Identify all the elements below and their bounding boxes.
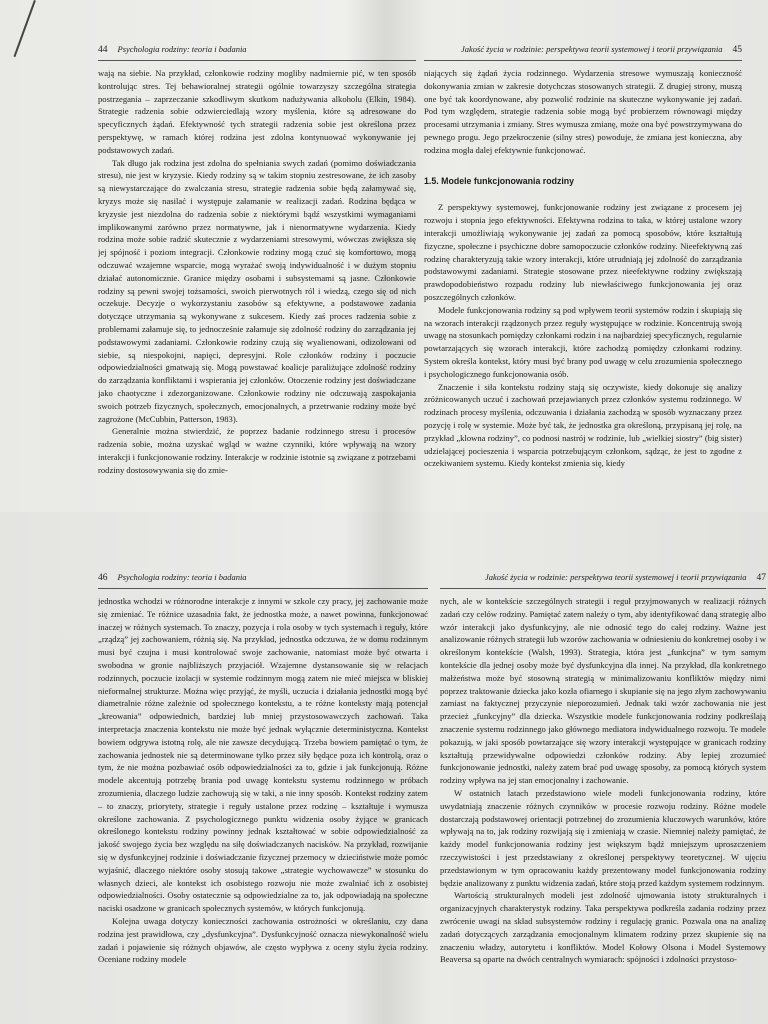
- paragraph: Tak długo jak rodzina jest zdolna do spełniania swych zadań (pomimo doświadczania stresu), nie jest w kryzysie. Kiedy rodziny są w takim stopniu zestresowane, że ich zasoby są niewystarczające do zwalczania stresu, strategie radzenia sobie będą załamywać się, kryzys może się nasilać i występuje załamanie w realizacji zadań. Rodzina będąca w kryzysie jest niezdolna do radzenia sobie z niektórymi bądź wszystkimi wymaganiami implikowanymi zarówno przez normatywne, jak i nienormatywne wydarzenia. Kiedy rodzina może sobie radzić skutecznie z wydarzeniami stresowymi, wówczas zwiększa się jej spójność i poziom integracji. Członkowie rodziny mogą czuć się komfortowo, mogą odczuwać wzajemne wsparcie, mogą wyrażać swoją indywidualność i w dużym stopniu działać autonomicznie. Granice między osobami i subsystemami są jasne. Członkowie rodziny są pewni swojej tożsamości, swoich pierwotnych ról i wiedzą, czego się od nich oczekuje. Decyzje o wykorzystaniu zasobów są efektywne, a podstawowe zadania dotyczące utrzymania są wykonywane z sukcesem. Kiedy zaś proces radzenia sobie z problemami załamuje się, to jednocześnie załamuje się zdolność rodziny do zarządzania jej podstawowymi zadaniami. Członkowie rodziny czują się wyalienowani, odizolowani od siebie, są niespokojni, napięci, depresyjni. Role członków rodziny i poczucie odpowiedzialności gmatwają się. Mogą powstawać koalicje paraliżujące zdolność rodziny do zarządzania konfliktami i wspierania jej członków. Otoczenie rodziny jest doświadczane jako chaotyczne i zdezorganizowane. Członkowie rodziny nie odczuwają zaspokajania swoich potrzeb fizycznych, społecznych, emocjonalnych, a przetrwanie rodziny może być zagrożone (McCubbin, Patterson, 1983).: [98, 157, 416, 424]
- page-46: [98, 512, 428, 1024]
- header-rule: [98, 60, 416, 61]
- running-head-title: Jakość życia w rodzinie: perspektywa teorii systemowej i teorii przywiązania: [485, 572, 747, 582]
- paragraph: Kolejna uwaga dotyczy konieczności zachowania ostrożności w określaniu, czy dana rodzina jest prawidłowa, czy „dysfunkcyjna”. Dysfunkcyjność oznacza niewykonalność wielu zadań i pojawienie się różnych objawów, ale często wypływa z oceny stylu życia rodziny. Oceniane rodziny modele: [98, 915, 428, 965]
- paragraph: Znaczenie i siła kontekstu rodziny stają się oczywiste, kiedy dokonuje się analizy zróżnicowanych uczuć i zachowań przejawianych przez członków systemu rodzinnego. W rodzinach procesy myślenia, odczuwania i działania zachodzą w sposób wyznaczany przez pozycję i rolę w systemie. Może być tak, że jednostka gra określoną, przypisaną jej rolę, na przykład „klowna rodziny”, co podnosi nastrój w rodzinie, lub „wielkiej siostry” (big sister) udzielającej pocieszenia i wsparcia potrzebującym członkom, sądząc, że jest to zgodne z oczekiwaniem systemu. Kiedy kontekst zmienia się, kiedy: [424, 381, 742, 469]
- page-body: [98, 67, 416, 477]
- running-head-title: Psychologia rodziny: teoria i badania: [117, 572, 247, 582]
- running-head-right: [424, 44, 742, 60]
- header-rule: [98, 588, 428, 589]
- paragraph: Z perspektywy systemowej, funkcjonowanie rodziny jest związane z procesem jej rozwoju i stopnia jego efektywności. Efektywna rodzina to taka, w której ustalone wzory interakcji umożliwiają wykonywanie jej zadań za pomocą sposobów, które kształtują fizyczne, społeczne i psychiczne dobre samopoczucie członków rodziny. Nieefektywną zaś rodzinę charakteryzują takie wzory interakcji, które utrudniają jej zdolność do zarządzania podstawowymi zadaniami. Strategie stosowane przez nieefektywne rodziny zwiększają prawdopodobieństwo rozpadu rodziny lub niewłaściwego funkcjonowania jej oraz poszczególnych członków.: [424, 202, 742, 302]
- running-head-left: [98, 44, 416, 60]
- paragraph: W ostatnich latach przedstawiono wiele modeli funkcjonowania rodziny, które uwydatniają znaczenie różnych czynników w procesie rozwoju rodziny. Różne modele dostarczają podstawowej orientacji potrzebnej do zrozumienia kluczowych warunków, które wpływają na to, jak rodziny rozwijają się i zmieniają w czasie. Niemniej należy pamiętać, że każdy model funkcjonowania rodziny jest większym bądź mniejszym uproszczeniem rzeczywistości i jest przedstawiany z określonej perspektywy teoretycznej. W ujęciu przedstawionym w tym opracowaniu każdy prezentowany model funkcjonowania rodziny będzie analizowany z punktu widzenia zadań, które stoją przed każdym systemem rodzinnym.: [440, 787, 766, 888]
- page-47: [440, 512, 766, 1024]
- paragraph: Wartością strukturalnych modeli jest zdolność ujmowania istoty strukturalnych i organizacyjnych charakterystyk rodziny. Taka perspektywa podkreśla zadania rodziny przez zwrócenie uwagi na skład subsystemów rodziny i regulację granic. Pozwala ona na analizę zadań dotyczących zarządzania emocjonalnym klimatem rodziny przez skupienie się na znaczeniu władzy, autorytetu i konfliktów. Model Kołowy Olsona i Model Systemowy Beaversa są oparte na dwóch centralnych wymiarach: spójności i zdolności przystoso-: [440, 890, 766, 965]
- page-body: [424, 67, 742, 470]
- section-heading: 1.5. Modele funkcjonowania rodziny: [424, 175, 575, 186]
- page-number: 46: [98, 573, 108, 583]
- page-number: 47: [756, 573, 766, 583]
- header-rule: [424, 60, 742, 61]
- running-head-left: [98, 572, 428, 588]
- page-45: [424, 0, 742, 512]
- page-fold-mark: [13, 0, 35, 57]
- paragraph: niających się żądań życia rodzinnego. Wydarzenia stresowe wymuszają konieczność dokonywania zmian w zakresie dotychczas stosowanych strategii. Z drugiej strony, muszą one być tak koordynowane, aby pozwolić rodzinie na skuteczne wykonywanie jej zadań. Pod tym względem, strategie radzenia sobie mogą być probierzem równowagi między procesami utrzymania i zmiany. Stres wymusza zmianę, może ona być powstrzymywana do pewnego progu. Jego przekroczenie (silny stres) powoduje, że zmiana jest konieczna, aby rodzina mogła dalej efektywnie funkcjonować.: [424, 68, 742, 155]
- paragraph: wają na siebie. Na przykład, członkowie rodziny mogliby nadmiernie pić, w ten sposób kontrolując stres. Tej behawioralnej strategii ogólnie towarzyszy szczególna strategia postrzegania – zaprzeczanie szkodliwym skutkom nadużywania alkoholu (Elkin, 1984). Strategie radzenia sobie odzwierciedlają wzory myślenia, które są adresowane do specyficznych żądań. Efektywność tych strategii radzenia sobie jest określona przez perspektywę, w ramach której rodzina jest zdolna kontynuować wykonywanie jej podstawowych zadań.: [98, 68, 416, 155]
- page-number: 44: [98, 45, 108, 55]
- page-number: 45: [732, 45, 742, 55]
- running-head-right: [440, 572, 766, 588]
- running-head-title: Psychologia rodziny: teoria i badania: [117, 44, 247, 54]
- page-body: [98, 595, 428, 966]
- header-rule: [440, 588, 766, 589]
- paragraph: jednostka wchodzi w różnorodne interakcje z innymi w szkole czy pracy, jej zachowanie może się zmieniać. Te różnice uzasadnia fakt, że jednostka może, a nawet powinna, funkcjonować inaczej w różnych systemach. To znaczy, pozycja i rola osoby w tych systemach i reguły, które „rządzą” jej zachowaniem, różnią się. Na przykład, jednostka odczuwa, że w domu rodzinnym musi być czujna i musi kontrolować swoje zachowanie, natomiast może być otwarta i swobodna w gronie najbliższych przyjaciół. Wzajemne dystansowanie się w relacjach rodzinnych, poczucie izolacji w systemie rodzinnym mogą zatem nie mieć miejsca w bliskiej nieformalnej strukturze. Można więc przyjąć, że myśli, uczucia i działania jednostki mogą być diametralnie różne zależnie od społecznego kontekstu, a te różne konteksty mają potencjał „kreowania” odpowiednich, bardziej lub mniej przystosowawczych zachowań. Taka interpretacja znaczenia kontekstu nie może być jednak wyłącznie deterministyczna. Kontekst bowiem odgrywa istotną rolę, ale nie zawsze decydującą. Trzeba bowiem pamiętać o tym, że zachowania jednostek nie są determinowane tylko przez siły będące poza ich kontrolą, oraz o tym, że nie można pozbawiać osób odpowiedzialności za to, gdzie i jak funkcjonują. Różne modele akcentują potrzebę brania pod uwagę kontekstu systemu rodzinnego w próbach zrozumienia, dlaczego ludzie zachowują się w taki, a nie inny sposób. Kontekst rodziny zatem – to znaczy, priorytety, strategie i reguły ustalone przez rodzinę – kształtuje i wymusza określone zachowania. Z psychologicznego punktu widzenia osoby żyjące w granicach określonego kontekstu rodziny powinny jednak kształtować w sobie odpowiedzialność za jakość swojego życia bez względu na siłę doświadczanych nacisków. Na przykład, rozwijanie się w dysfunkcyjnej rodzinie i doświadczanie fizycznej przemocy w dzieciństwie może pomóc wyjaśnić, dlaczego niektóre osoby stosują takowe „strategie wychowawcze” w stosunku do własnych dzieci, ale kontekst ich osobistego rozwoju nie może zwalniać ich z osobistej odpowiedzialności. Osoby ostatecznie są odpowiedzialne za to, jak odpowiadają na społeczne naciski osadzone w granicach społecznych systemów, w których funkcjonują.: [98, 596, 428, 914]
- page-body: [440, 595, 766, 966]
- paragraph: nych, ale w kontekście szczególnych strategii i reguł przyjmowanych w realizacji różnych zadań czy celów rodziny. Pamiętać zatem należy o tym, aby identyfikować daną strategię albo wzór interakcji jako dysfunkcyjny, ale nie odnosić tego do całej rodziny. Ważne jest analizowanie różnych strategii lub wzorów zachowania w odniesieniu do konkretnej osoby i w określonym kontekście (Walsh, 1993). Strategia, która jest „funkcjna” w tym samym kontekście dla jednej osoby może być dysfunkcyjna dla innej. Na przykład, dla konkretnego małżeństwa może być stosowną strategią w minimalizowaniu konfliktów między nimi poprzez traktowanie dziecka jako kozła ofiarnego i skupianie się na jego złym zachowywaniu zamiast na faktycznej przyczynie nieporozumień. Jednak taki wzór zachowania nie jest przecież „funkcyjny” dla dziecka. Wszystkie modele funkcjonowania rodziny podkreślają znaczenie systemu rodzinnego jako głównego mediatora indywidualnego rozwoju. Te modele pokazują, w jaki sposób powtarzające się wzory interakcji występujące w granicach rodziny kształtują przewidywalne odpowiedzi członków rodziny. Aby lepiej zrozumieć funkcjonowanie jednostki, należy zatem brać pod uwagę sposoby, za pomocą których system rodziny wpływa na jej stan emocjonalny i zachowanie.: [440, 596, 766, 786]
- paragraph: Modele funkcjonowania rodziny są pod wpływem teorii systemów rodzin i skupiają się na wzorach interakcji rządzonych przez reguły występujące w rodzinie. Koncentrują swoją uwagę na stosunkach pomiędzy członkami rodzin i na najbardziej specyficznych, regularnie powtarzających się wzorach interakcji, które zachodzą pomiędzy członkami rodziny. System określa kontekst, który musi być brany pod uwagę w celu zrozumienia społecznego i psychologicznego funkcjonowania osób.: [424, 304, 742, 379]
- page-44: [98, 0, 416, 512]
- paragraph: Generalnie można stwierdzić, że poprzez badanie rodzinnego stresu i procesów radzenia sobie, można uzyskać wgląd w ważne czynniki, które wpływają na wzory interakcji i funkcjonowanie rodziny. Interakcje w rodzinie istotnie są związane z potrzebami rodziny dostosowywania się do zmie-: [98, 426, 416, 475]
- running-head-title: Jakość życia w rodzinie: perspektywa teorii systemowej i teorii przywiązania: [461, 44, 723, 54]
- bottom-spread: [0, 512, 768, 1024]
